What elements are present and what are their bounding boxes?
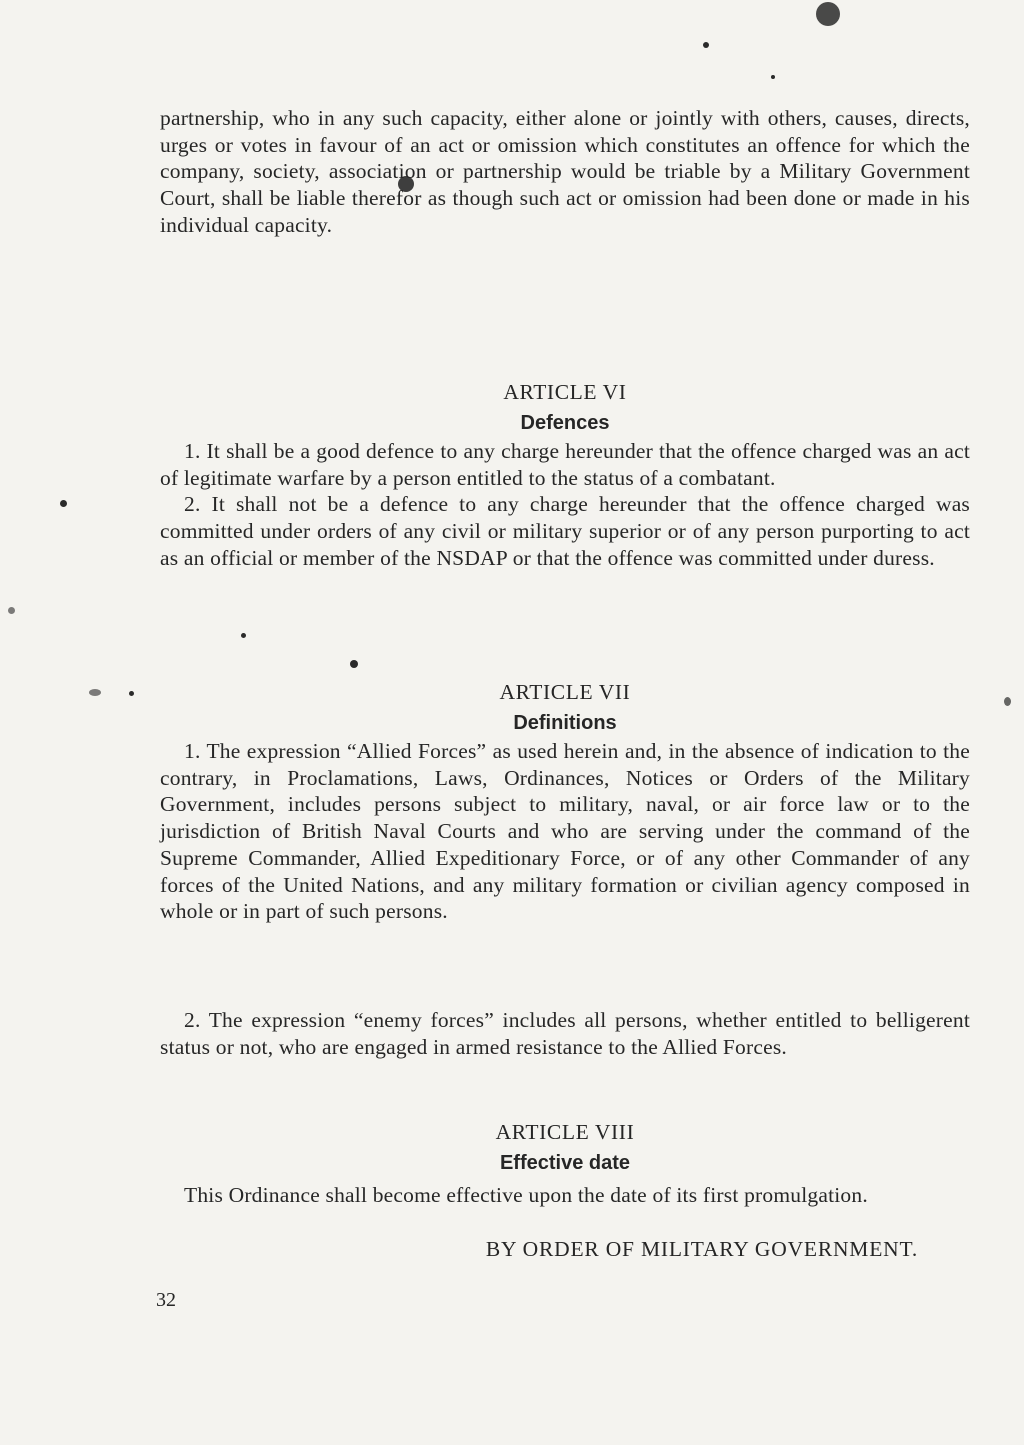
- ink-speck: [60, 500, 67, 507]
- article-7-heading: ARTICLE VII: [499, 680, 631, 704]
- ink-speck: [89, 689, 101, 696]
- article-6-heading: ARTICLE VI: [503, 380, 627, 404]
- article-8-para-1: This Ordinance shall become effective upon the date of its first promulgation.: [184, 1183, 868, 1207]
- article-6-para-2: 2. It shall not be a defence to any charge hereunder that the offence charged was committed under orders of any civil or military superior or of any person purporting to act as an official or member of the NSDAP or that the offence was committed under duress.: [160, 492, 970, 570]
- ink-speck: [771, 75, 775, 79]
- article-7-body-1: [160, 738, 970, 925]
- ink-speck: [350, 660, 358, 668]
- article-7-title: Definitions: [513, 712, 617, 734]
- ink-speck: [1004, 697, 1011, 706]
- article-8-heading: ARTICLE VIII: [495, 1120, 635, 1144]
- article-7-para-1: 1. The expression “Allied Forces” as used herein and, in the absence of indication to the contrary, in Proclamations, Laws, Ordinances, Notices or Orders of the Military Government, includes persons subject to military, naval, or air force law or to the jurisdiction of British Naval Courts and who are serving under the command of the Supreme Commander, Allied Expeditionary Force, or of any other Commander of any forces of the United Nations, and any military formation or civilian agency composed in whole or in part of such persons.: [160, 739, 970, 924]
- article-8-title: Effective date: [499, 1152, 631, 1174]
- page-number: 32: [156, 1289, 176, 1311]
- article-8-body: [160, 1182, 970, 1209]
- ink-speck: [703, 42, 709, 48]
- article-6-body: [160, 438, 970, 572]
- ink-speck: [129, 691, 134, 696]
- continuation-text: partnership, who in any such capacity, either alone or jointly with others, causes, directs, urges or votes in favour of an act or omission which constitutes an offence for which the company, society, association or partnership would be triable by a Military Government Court, shall be liable therefor as though such act or omission had been done or made in his individual capacity.: [160, 106, 970, 237]
- ink-speck: [241, 633, 246, 638]
- signature-line: BY ORDER OF MILITARY GOVERNMENT.: [485, 1237, 918, 1261]
- article-7-para-2: 2. The expression “enemy forces” includes all persons, whether entitled to belligerent status or not, who are engaged in armed resistance to the Allied Forces.: [160, 1008, 970, 1059]
- ink-blot: [816, 2, 840, 26]
- article-6-para-1: 1. It shall be a good defence to any charge hereunder that the offence charged was an act of legitimate warfare by a person entitled to the status of a combatant.: [160, 439, 970, 490]
- article-6-title: Defences: [520, 412, 610, 434]
- continuation-paragraph: [160, 105, 970, 239]
- article-7-body-2: [160, 1007, 970, 1060]
- ink-speck: [8, 607, 15, 614]
